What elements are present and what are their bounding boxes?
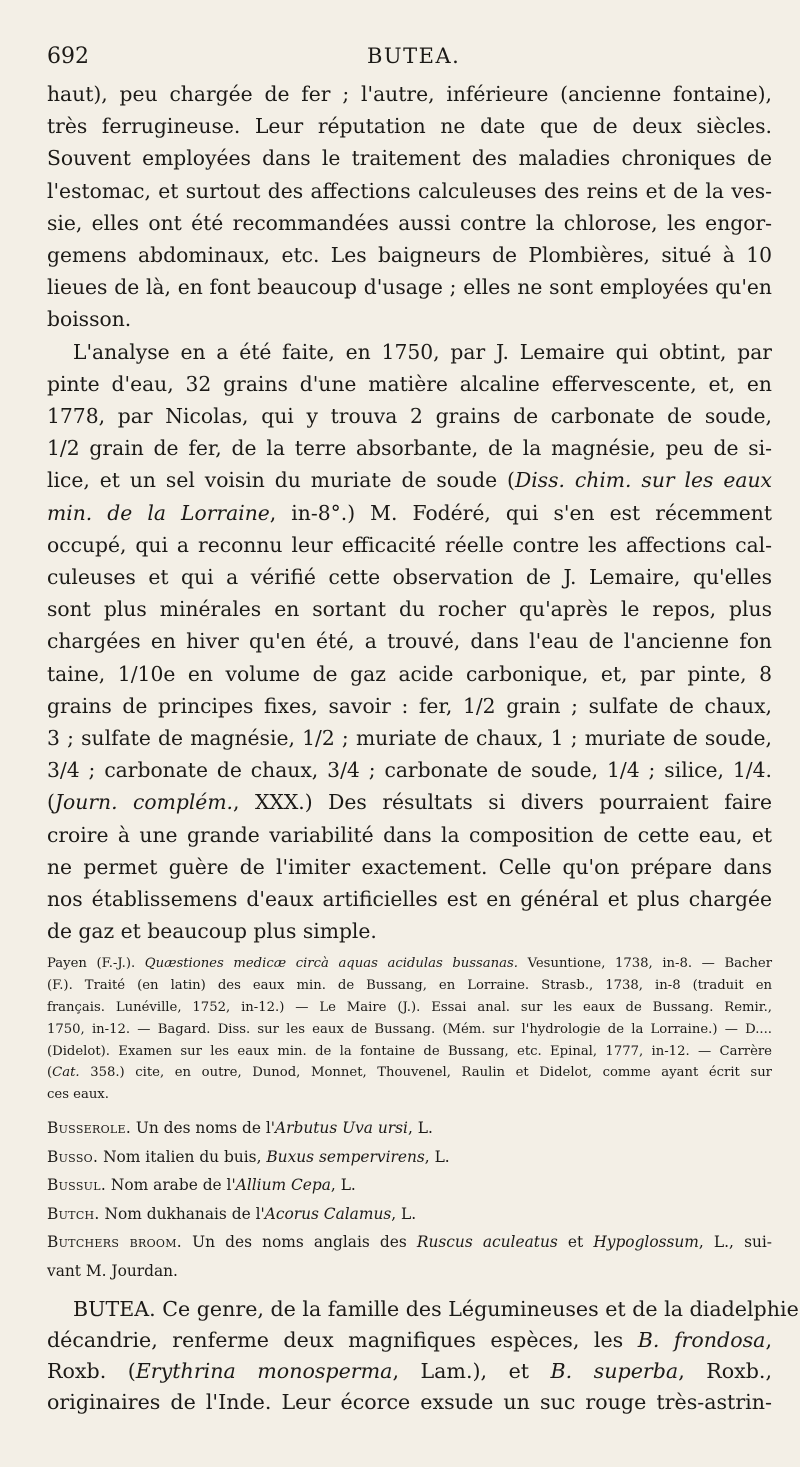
entry-headword: Busserole. — [47, 1119, 132, 1138]
text-line: boisson. — [47, 307, 132, 332]
article-butea — [47, 1294, 799, 1418]
text-segment: décandrie, renferme deux magnifiques espèces, les — [47, 1327, 638, 1352]
text-line: sie, elles ont été recommandées aussi contre la chlorose, les engor- — [47, 210, 772, 235]
latin-name: Erythrina monosperma — [135, 1358, 393, 1383]
text-line: taine, 1/10e en volume de gaz acide carbonique, et, par pinte, 8 — [47, 661, 772, 686]
text-line: de gaz et beaucoup plus simple. — [47, 919, 377, 944]
latin-name: Ruscus aculeatus — [416, 1233, 558, 1252]
latin-name: Allium Cepa — [235, 1176, 331, 1195]
text-line — [47, 1294, 799, 1325]
text-line: culeuses et qui a vérifié cette observation de J. Lemaire, qu'elles — [47, 565, 772, 590]
article-headword: BUTEA — [73, 1296, 150, 1321]
citation-title: Quæstiones medicæ circà aquas acidulas bussanas. — [144, 956, 518, 972]
text-segment: ( — [47, 790, 55, 815]
text-segment: , L. — [330, 1176, 356, 1195]
text-segment: Nom italien du buis, — [98, 1147, 267, 1166]
paragraph-continuation — [47, 78, 772, 336]
entry-headword: Butch. — [47, 1204, 100, 1223]
running-title: BUTEA. — [367, 44, 461, 68]
text-segment: ( — [47, 1065, 53, 1081]
text-segment: . Ce genre, de la famille des Légumineuses et de la diadelphie — [149, 1296, 799, 1321]
text-line: originaires de l'Inde. Leur écorce exsude un suc rouge très-astrin- — [47, 1389, 772, 1414]
text-line — [47, 1325, 772, 1356]
text-line: ne permet guère de l'imiter exactement. Celle qu'on prépare dans — [47, 854, 772, 879]
text-line: nos établissemens d'eaux artificielles est en général et plus chargée — [47, 887, 772, 912]
latin-name: Arbutus Uva ursi — [275, 1119, 408, 1138]
citation-title: Journ. complém. — [54, 790, 233, 815]
entry-headword: Butchers broom. — [47, 1233, 182, 1252]
citation-title: min. de la Lorraine — [47, 500, 270, 525]
page-number: 692 — [47, 44, 89, 69]
text-segment: Vesuntione, 1738, in-8. — Bacher — [517, 956, 772, 972]
dictionary-entries — [47, 1114, 772, 1286]
text-segment: Nom arabe de l' — [106, 1176, 236, 1195]
bib-line: ces eaux. — [47, 1087, 109, 1103]
text-line: très ferrugineuse. Leur réputation ne date que de deux siècles. — [47, 114, 772, 139]
bib-line: (Didelot). Examen sur les eaux min. de la fontaine de Bussang, etc. Epinal, 1777, in-12. — Carrère — [47, 1043, 772, 1059]
entry-bussul — [47, 1171, 772, 1200]
latin-name: B. frondosa — [637, 1327, 766, 1352]
citation-title: Cat. — [52, 1065, 80, 1081]
text-segment: 358.) cite, en outre, Dunod, Monnet, Thouvenel, Raulin et Didelot, comme ayant écrit sur — [79, 1065, 772, 1081]
text-segment: Payen (F.-J.). — [47, 956, 145, 972]
entry-headword: Busso. — [47, 1147, 99, 1166]
entry-headword: Bussul. — [47, 1176, 107, 1195]
citation-title: Diss. chim. sur les eaux — [514, 468, 772, 493]
text-line: sont plus minérales en sortant du rocher qu'après le repos, plus — [47, 597, 772, 622]
text-segment: , L., sui- — [698, 1233, 772, 1252]
text-line: 3/4 ; carbonate de chaux, 3/4 ; carbonate de soude, 1/4 ; silice, 1/4. — [47, 758, 772, 783]
text-line — [47, 786, 772, 818]
latin-name: Buxus sempervirens — [266, 1147, 425, 1166]
text-segment: , Roxb., — [678, 1358, 773, 1383]
text-line: grains de principes fixes, savoir : fer, 1/2 grain ; sulfate de chaux, — [47, 693, 772, 718]
text-line — [47, 1356, 772, 1387]
text-segment: , in-8°.) M. Fodéré, qui s'en est récemment — [269, 500, 772, 525]
text-line: L'analyse en a été faite, en 1750, par J. Lemaire qui obtint, par — [73, 339, 772, 364]
text-line: 1778, par Nicolas, qui y trouva 2 grains de carbonate de soude, — [47, 404, 772, 429]
text-segment: , L. — [407, 1119, 433, 1138]
text-line: lieues de là, en font beaucoup d'usage ; elles ne sont employées qu'en — [47, 275, 772, 300]
text-segment: Un des noms anglais des — [181, 1233, 417, 1252]
text-line: haut), peu chargée de fer ; l'autre, inférieure (ancienne fontaine), — [47, 82, 772, 106]
entry-butch — [47, 1200, 772, 1229]
bib-line: français. Lunéville, 1752, in-12.) — Le Maire (J.). Essai anal. sur les eaux de Bussang. Remir., — [47, 1000, 772, 1016]
latin-name: Acorus Calamus — [264, 1204, 392, 1223]
text-segment: et — [557, 1233, 594, 1252]
text-segment: , L. — [424, 1147, 450, 1166]
text-segment: , L. — [391, 1204, 417, 1223]
text-segment: , Lam.), et — [392, 1358, 551, 1383]
text-segment: Un des noms de l' — [131, 1119, 276, 1138]
text-line: pinte d'eau, 32 grains d'une matière alcaline effervescente, et, en — [47, 371, 772, 396]
text-line: gemens abdominaux, etc. Les baigneurs de Plombières, situé à 10 — [47, 243, 772, 268]
bib-line — [47, 1062, 772, 1084]
text-line: 1/2 grain de fer, de la terre absorbante, de la magnésie, peu de si- — [47, 436, 772, 461]
text-line — [47, 464, 772, 496]
entry-butchers-broom — [47, 1228, 772, 1257]
bibliography — [47, 953, 772, 1106]
text-line: occupé, qui a reconnu leur efficacité réelle contre les affections cal- — [47, 532, 772, 557]
text-line: Souvent employées dans le traitement des maladies chroniques de — [47, 146, 772, 171]
text-segment: , — [765, 1327, 772, 1352]
entry-continuation: vant M. Jourdan. — [47, 1262, 178, 1281]
text-segment: Roxb. ( — [47, 1358, 136, 1383]
text-segment: , XXX.) Des résultats si divers pourraient faire — [233, 790, 772, 815]
text-line: chargées en hiver qu'en été, a trouvé, dans l'eau de l'ancienne fon — [47, 629, 772, 654]
text-line: l'estomac, et surtout des affections calculeuses des reins et de la ves- — [47, 178, 772, 203]
text-line — [47, 497, 772, 529]
text-segment: Nom dukhanais de l' — [99, 1204, 265, 1223]
entry-busserole — [47, 1114, 772, 1143]
latin-name: B. superba — [550, 1358, 679, 1383]
latin-name: Hypoglossum — [593, 1233, 699, 1252]
text-line: croire à une grande variabilité dans la composition de cette eau, et — [47, 822, 772, 847]
text-line: 3 ; sulfate de magnésie, 1/2 ; muriate de chaux, 1 ; muriate de soude, — [47, 726, 772, 751]
bib-line: 1750, in-12. — Bagard. Diss. sur les eaux de Bussang. (Mém. sur l'hydrologie de la Lorraine.) — D.... — [47, 1021, 772, 1037]
bib-line — [47, 953, 772, 975]
page-header — [47, 44, 772, 78]
text-segment: lice, et un sel voisin du muriate de soude ( — [47, 468, 515, 493]
paragraph-analysis — [47, 336, 772, 948]
bib-line: (F.). Traité (en latin) des eaux min. de Bussang, en Lorraine. Strasb., 1738, in-8 (traduit en — [47, 978, 772, 994]
entry-busso — [47, 1143, 772, 1172]
